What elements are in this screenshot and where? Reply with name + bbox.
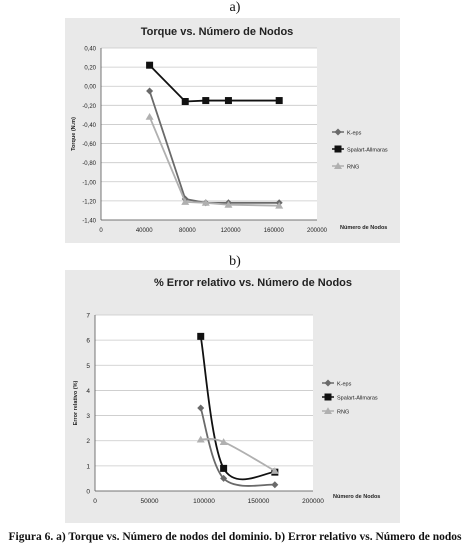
torque-ytick-label: -1,20 — [82, 199, 96, 206]
error-ytick-label: 6 — [86, 337, 90, 345]
chart-a-panel — [65, 18, 400, 243]
torque-xtick-label: 200000 — [306, 228, 328, 234]
torque-ytick-label: -1,00 — [82, 180, 96, 187]
error-point-spalart-allmaras — [220, 465, 227, 472]
torque-plot-area — [101, 48, 317, 220]
error-ytick-label: 1 — [86, 463, 90, 471]
torque-ytick-label: 0,40 — [84, 46, 96, 53]
error-legend-label-k-eps: K-eps — [337, 381, 352, 388]
error-title: % Error relativo vs. Número de Nodos — [153, 277, 353, 289]
panel-b-label: b) — [229, 254, 241, 269]
error-plot-area — [95, 315, 313, 491]
torque-ytick-label: 0,20 — [84, 65, 96, 72]
torque-point-spalart-allmaras — [225, 97, 232, 104]
torque-ytick-label: -1,40 — [82, 218, 96, 225]
torque-legend-label-rng: RNG — [347, 164, 360, 171]
torque-legend-label-k-eps: K-eps — [347, 130, 362, 137]
error-xtick-label: 100000 — [193, 498, 215, 505]
error-chart — [65, 270, 400, 523]
torque-chart — [65, 18, 400, 243]
torque-ytick-label: -0,80 — [82, 161, 96, 168]
torque-point-spalart-allmaras — [182, 98, 189, 105]
error-legend-marker-k-eps — [325, 380, 332, 387]
torque-xtick-label: 120000 — [220, 228, 241, 234]
error-point-spalart-allmaras — [197, 333, 204, 340]
error-ytick-label: 3 — [86, 413, 90, 421]
error-xtick-label: 150000 — [247, 498, 270, 505]
error-ytick-label: 0 — [86, 488, 90, 496]
error-ytick-label: 4 — [86, 387, 90, 395]
torque-xtick-label: 80000 — [179, 228, 196, 234]
torque-legend-marker-k-eps — [335, 129, 342, 136]
torque-ytick-label: -0,20 — [82, 103, 96, 110]
torque-ytick-label: -0,60 — [82, 142, 96, 149]
torque-legend-label-spalart-allmaras: Spalart-Allmaras — [347, 147, 388, 154]
error-ytick-label: 5 — [86, 362, 90, 370]
torque-xtick-label: 40000 — [135, 228, 153, 234]
error-legend-marker-spalart-allmaras — [325, 394, 332, 401]
figure-caption: Figura 6. a) Torque vs. Número de nodos del dominio. b) Error relativo vs. Número de nodos — [8, 531, 462, 543]
error-xtick-label: 200000 — [302, 498, 324, 505]
torque-point-spalart-allmaras — [146, 62, 153, 69]
error-xtick-label: 50000 — [140, 498, 159, 505]
torque-ytick-label: -0,40 — [82, 122, 96, 129]
panel-a-label: a) — [229, 0, 241, 15]
torque-title: Torque vs. Número de Nodos — [140, 26, 294, 38]
torque-legend-marker-spalart-allmaras — [335, 146, 342, 153]
error-x-axis-label: Número de Nodos — [333, 494, 381, 500]
error-y-axis-label: Error relativo (%) — [73, 380, 79, 426]
torque-y-axis-label: Torque (N.m) — [71, 117, 77, 151]
torque-point-spalart-allmaras — [276, 97, 283, 104]
error-legend-label-spalart-allmaras: Spalart-Allmaras — [337, 395, 378, 402]
error-xtick-label: 0 — [93, 498, 97, 505]
chart-b-panel — [65, 270, 400, 523]
error-legend-label-rng: RNG — [337, 409, 350, 416]
torque-xtick-label: 160000 — [263, 228, 284, 234]
torque-xtick-label: 0 — [99, 228, 103, 234]
torque-ytick-label: 0,00 — [84, 84, 96, 91]
error-ytick-label: 2 — [86, 438, 90, 446]
error-ytick-label: 7 — [86, 312, 90, 320]
torque-point-spalart-allmaras — [202, 97, 209, 104]
torque-x-axis-label: Número de Nodos — [340, 225, 388, 231]
